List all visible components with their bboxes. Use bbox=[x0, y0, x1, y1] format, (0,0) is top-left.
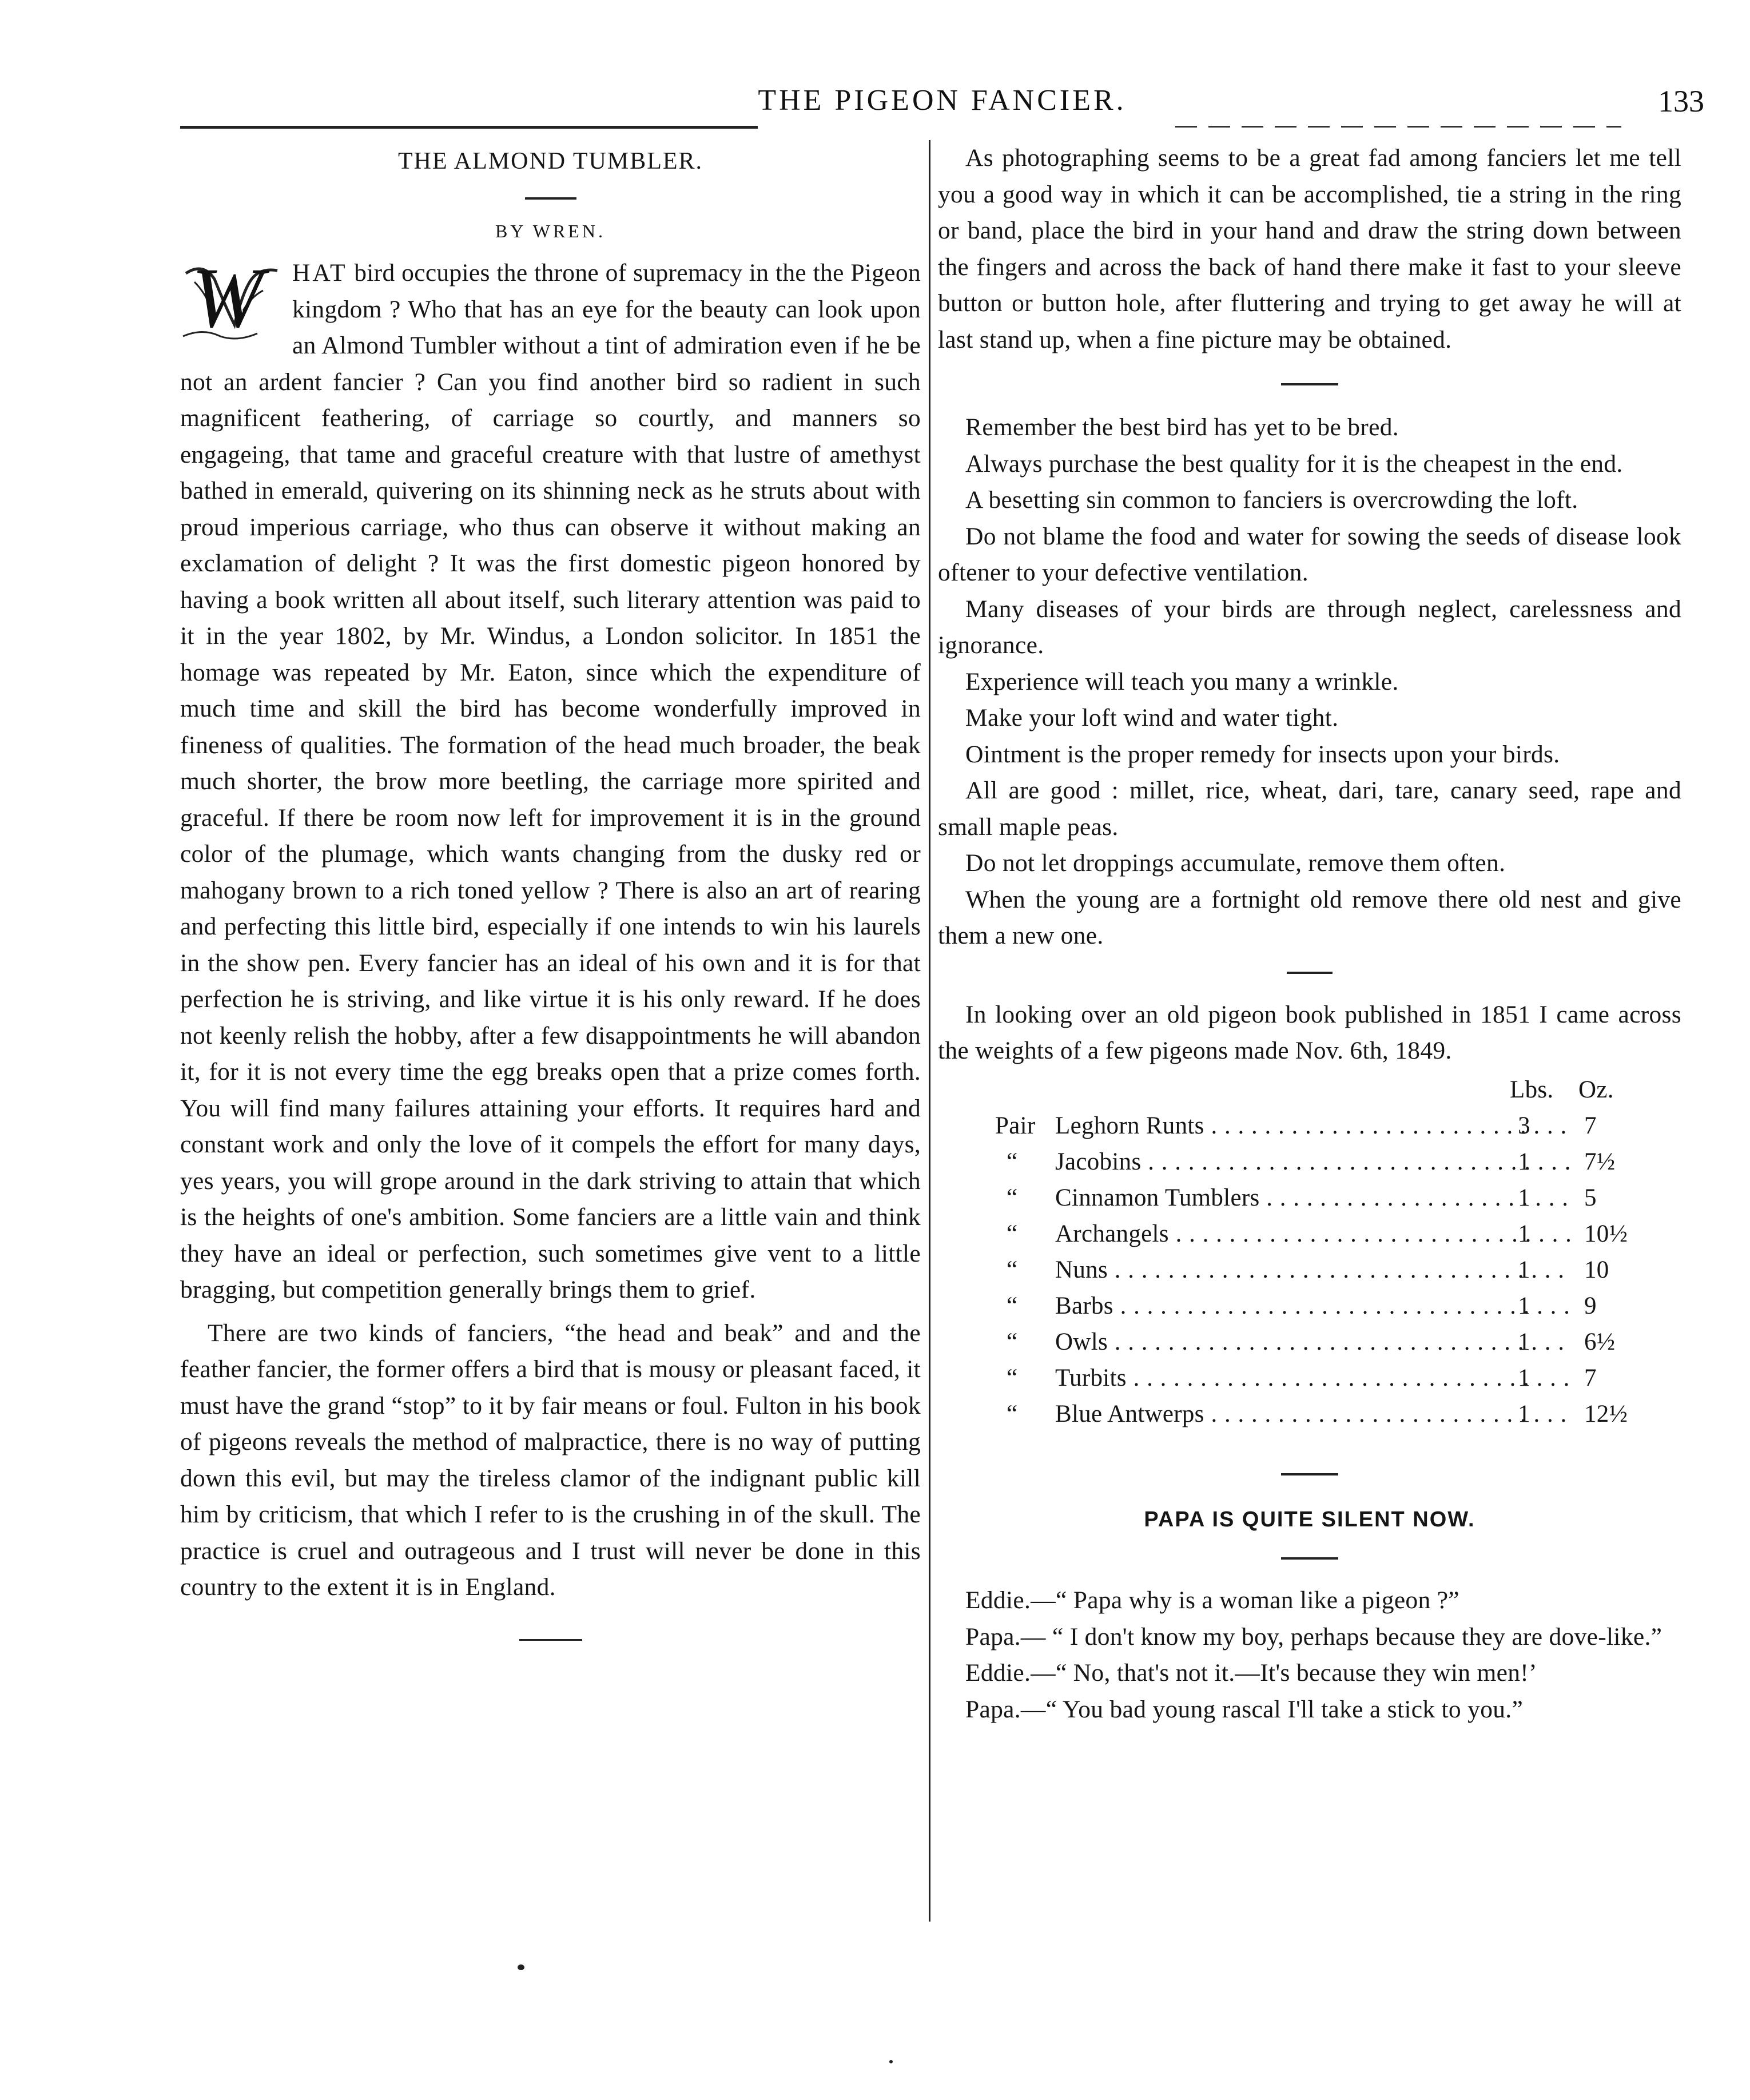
row-prefix: “ bbox=[1007, 1184, 1018, 1211]
column-divider bbox=[929, 140, 930, 1922]
tip-item: A besetting sin common to fanciers is overcrowding the loft. bbox=[965, 486, 1578, 514]
section-title: PAPA IS QUITE SILENT NOW. bbox=[1144, 1507, 1475, 1532]
dialogue-line: Papa.—“ You bad young rascal I'll take a stick to you.” bbox=[965, 1695, 1524, 1723]
breed-name: Leghorn Runts . . . bbox=[1055, 1108, 1573, 1144]
breed-name: Blue Antwerps . . . bbox=[1055, 1396, 1573, 1432]
opening-paragraph bbox=[180, 250, 921, 1308]
tip-item: Remember the best bird has yet to be bred. bbox=[965, 413, 1399, 441]
dialogue bbox=[938, 1582, 1681, 1728]
oz-value: 12½ bbox=[1584, 1400, 1628, 1427]
end-rule bbox=[519, 1639, 582, 1641]
oz-header: Oz. bbox=[1578, 1076, 1614, 1103]
paragraph-1: bird occupies the throne of supremacy in the the Pigeon kingdom ? Who that has an eye for the beauty can look upon an Almond Tumbler without a tint of admiration even if he be not an ardent fancier ? Can you find another bird so radient in such magnificent feathering, of carriage so courtly, and manners so engageing, that tame and graceful creature with that lustre of amethyst bathed in emerald, quivering on its shinning neck as he struts about with proud imperious carriage, who thus can observe it without making an exclamation of delight ? It was the first domestic pigeon honored by having a book written all about itself, such literary attention was paid to it in the year 1802, by Mr. Windus, a London solicitor. In 1851 the homage was repeated by Mr. Eaton, since which the expenditure of much time and skill the bird has become wonderfully improved in fineness of qualities. The formation of the head much broader, the beak much shorter, the brow more beetling, the carriage more spirited and graceful. If there be room now left for improvement it is in the ground color of the plumage, which wants changing from the dusky red or mahogany brown to a rich toned yellow ? There is also an art of rearing and perfecting this little bird, especially if one intends to win his laurels in the show pen. Every fancier has an ideal of his own and it is for that perfection he is striving, and like virtue it is his only reward. If he does not keenly relish the hobby, after a few disappointments he will abandon it, for it is not every time the egg breaks open that a prize comes forth. You will find many failures attaining your efforts. It requires hard and constant work and only the love of it compels the effort for many days, yes years, you will grope around in the dark striving to attain that which is the heights of one's ambition. Some fanciers are a little vain and think they have an ideal or perfection, such sometimes give vent to a little bragging, but competition generally brings them to grief. bbox=[180, 259, 921, 1303]
row-prefix: “ bbox=[1007, 1328, 1018, 1355]
running-title: THE PIGEON FANCIER. bbox=[758, 84, 1127, 117]
dialogue-line: Eddie.—“ Papa why is a woman like a pigeon ?” bbox=[965, 1586, 1459, 1614]
tip-item: When the young are a fortnight old remove there old nest and give them a new one. bbox=[938, 885, 1681, 949]
breed-name: Archangels . . . bbox=[1055, 1216, 1573, 1252]
breed-name: Barbs . . . bbox=[1055, 1288, 1573, 1324]
running-head bbox=[180, 80, 1704, 133]
lbs-value: 1 bbox=[1518, 1256, 1530, 1283]
title-rule bbox=[525, 197, 576, 200]
row-prefix: “ bbox=[1007, 1292, 1018, 1319]
weights-row bbox=[938, 1288, 1681, 1324]
ink-speck bbox=[518, 1964, 524, 1970]
tip-item: Make your loft wind and water tight. bbox=[965, 704, 1339, 731]
breed-name: Owls . . . bbox=[1055, 1324, 1573, 1360]
tips-list bbox=[938, 409, 1681, 954]
weights-row bbox=[938, 1360, 1681, 1396]
lbs-value: 1 bbox=[1518, 1148, 1530, 1175]
rule-3 bbox=[1281, 1473, 1338, 1475]
lbs-header: Lbs. bbox=[1510, 1076, 1554, 1103]
rule-4 bbox=[1281, 1557, 1338, 1560]
header-rule-right bbox=[1175, 126, 1621, 128]
row-prefix: Pair bbox=[995, 1112, 1036, 1139]
lbs-value: 1 bbox=[1518, 1364, 1530, 1391]
tip-item: All are good : millet, rice, wheat, dari, tare, canary seed, rape and small maple peas. bbox=[938, 777, 1681, 841]
row-prefix: “ bbox=[1007, 1400, 1018, 1427]
row-prefix: “ bbox=[1007, 1220, 1018, 1247]
tip-item: Always purchase the best quality for it is the cheapest in the end. bbox=[965, 450, 1623, 478]
breed-name: Turbits . . . bbox=[1055, 1360, 1573, 1396]
left-column bbox=[180, 140, 921, 1641]
weights-row bbox=[938, 1252, 1681, 1288]
weights-table bbox=[938, 1072, 1681, 1432]
weights-row bbox=[938, 1108, 1681, 1144]
tip-item: Do not let droppings accumulate, remove them often. bbox=[965, 849, 1506, 877]
right-column bbox=[938, 140, 1681, 1728]
article-title: THE ALMOND TUMBLER. bbox=[397, 148, 703, 174]
lbs-value: 3 bbox=[1518, 1112, 1530, 1139]
oz-value: 7 bbox=[1584, 1112, 1597, 1139]
oz-value: 5 bbox=[1584, 1184, 1597, 1211]
weights-row bbox=[938, 1396, 1681, 1432]
ink-speck bbox=[889, 2060, 893, 2063]
weights-row bbox=[938, 1180, 1681, 1216]
drop-cap bbox=[180, 250, 284, 345]
breed-name: Nuns . . . bbox=[1055, 1252, 1573, 1288]
lbs-value: 1 bbox=[1518, 1292, 1530, 1319]
row-prefix: “ bbox=[1007, 1364, 1018, 1391]
rule-2 bbox=[1287, 972, 1333, 974]
oz-value: 10 bbox=[1584, 1256, 1609, 1283]
byline: BY WREN. bbox=[495, 220, 606, 241]
lead-caps: HAT bbox=[292, 259, 348, 287]
weights-row bbox=[938, 1216, 1681, 1252]
lbs-value: 1 bbox=[1518, 1400, 1530, 1427]
weights-row bbox=[938, 1324, 1681, 1360]
photo-paragraph: As photographing seems to be a great fad among fanciers let me tell you a good way in which it can be accomplished, tie a string in the ring or band, place the bird in your hand and draw the string down between the fingers and across the back of hand there make it fast to your sleeve button or button hole, after fluttering and trying to get away he will at last stand up, when a fine picture may be obtained. bbox=[938, 144, 1681, 353]
dialogue-line: Eddie.—“ No, that's not it.—It's because they win men!’ bbox=[965, 1659, 1537, 1687]
breed-name: Cinnamon Tumblers . . . bbox=[1055, 1180, 1573, 1216]
row-prefix: “ bbox=[1007, 1148, 1018, 1175]
tip-item: Do not blame the food and water for sowing the seeds of disease look oftener to your defective ventilation. bbox=[938, 522, 1681, 586]
weights-header bbox=[938, 1072, 1681, 1108]
breed-name: Jacobins . . . bbox=[1055, 1144, 1573, 1180]
page-number: 133 bbox=[1658, 84, 1704, 118]
oz-value: 9 bbox=[1584, 1292, 1597, 1319]
dialogue-line: Papa.— “ I don't know my boy, perhaps because they are dove-like.” bbox=[965, 1622, 1662, 1650]
lbs-value: 1 bbox=[1518, 1328, 1530, 1355]
tip-item: Ointment is the proper remedy for insects upon your birds. bbox=[965, 740, 1560, 768]
rule-1 bbox=[1281, 383, 1338, 385]
lbs-value: 1 bbox=[1518, 1220, 1530, 1247]
weights-intro: In looking over an old pigeon book published in 1851 I came across the weights of a few pigeons made Nov. 6th, 1849. bbox=[938, 1000, 1681, 1064]
oz-value: 6½ bbox=[1584, 1328, 1616, 1355]
oz-value: 7 bbox=[1584, 1364, 1597, 1391]
header-rule-left bbox=[180, 126, 758, 129]
drop-cap-letter: W bbox=[192, 250, 264, 345]
row-prefix: “ bbox=[1007, 1256, 1018, 1283]
tip-item: Many diseases of your birds are through neglect, carelessness and ignorance. bbox=[938, 595, 1681, 659]
tip-item: Experience will teach you many a wrinkle. bbox=[965, 667, 1399, 695]
oz-value: 10½ bbox=[1584, 1220, 1628, 1247]
paragraph-2: There are two kinds of fanciers, “the head and beak” and and the feather fancier, the former offers a bird that is mousy or pleasant faced, it must have the grand “stop” to it by fair means or foul. Fulton in his book of pigeons reveals the method of malpractice, there is no way of putting down this evil, but may the tireless clamor of the indignant public kill him by criticism, that which I refer to is the crushing in of the skull. The practice is cruel and outrageous and I trust will never be done in this country to the extent it is in England. bbox=[180, 1319, 921, 1601]
lbs-value: 1 bbox=[1518, 1184, 1530, 1211]
oz-value: 7½ bbox=[1584, 1148, 1616, 1175]
weights-row bbox=[938, 1144, 1681, 1180]
